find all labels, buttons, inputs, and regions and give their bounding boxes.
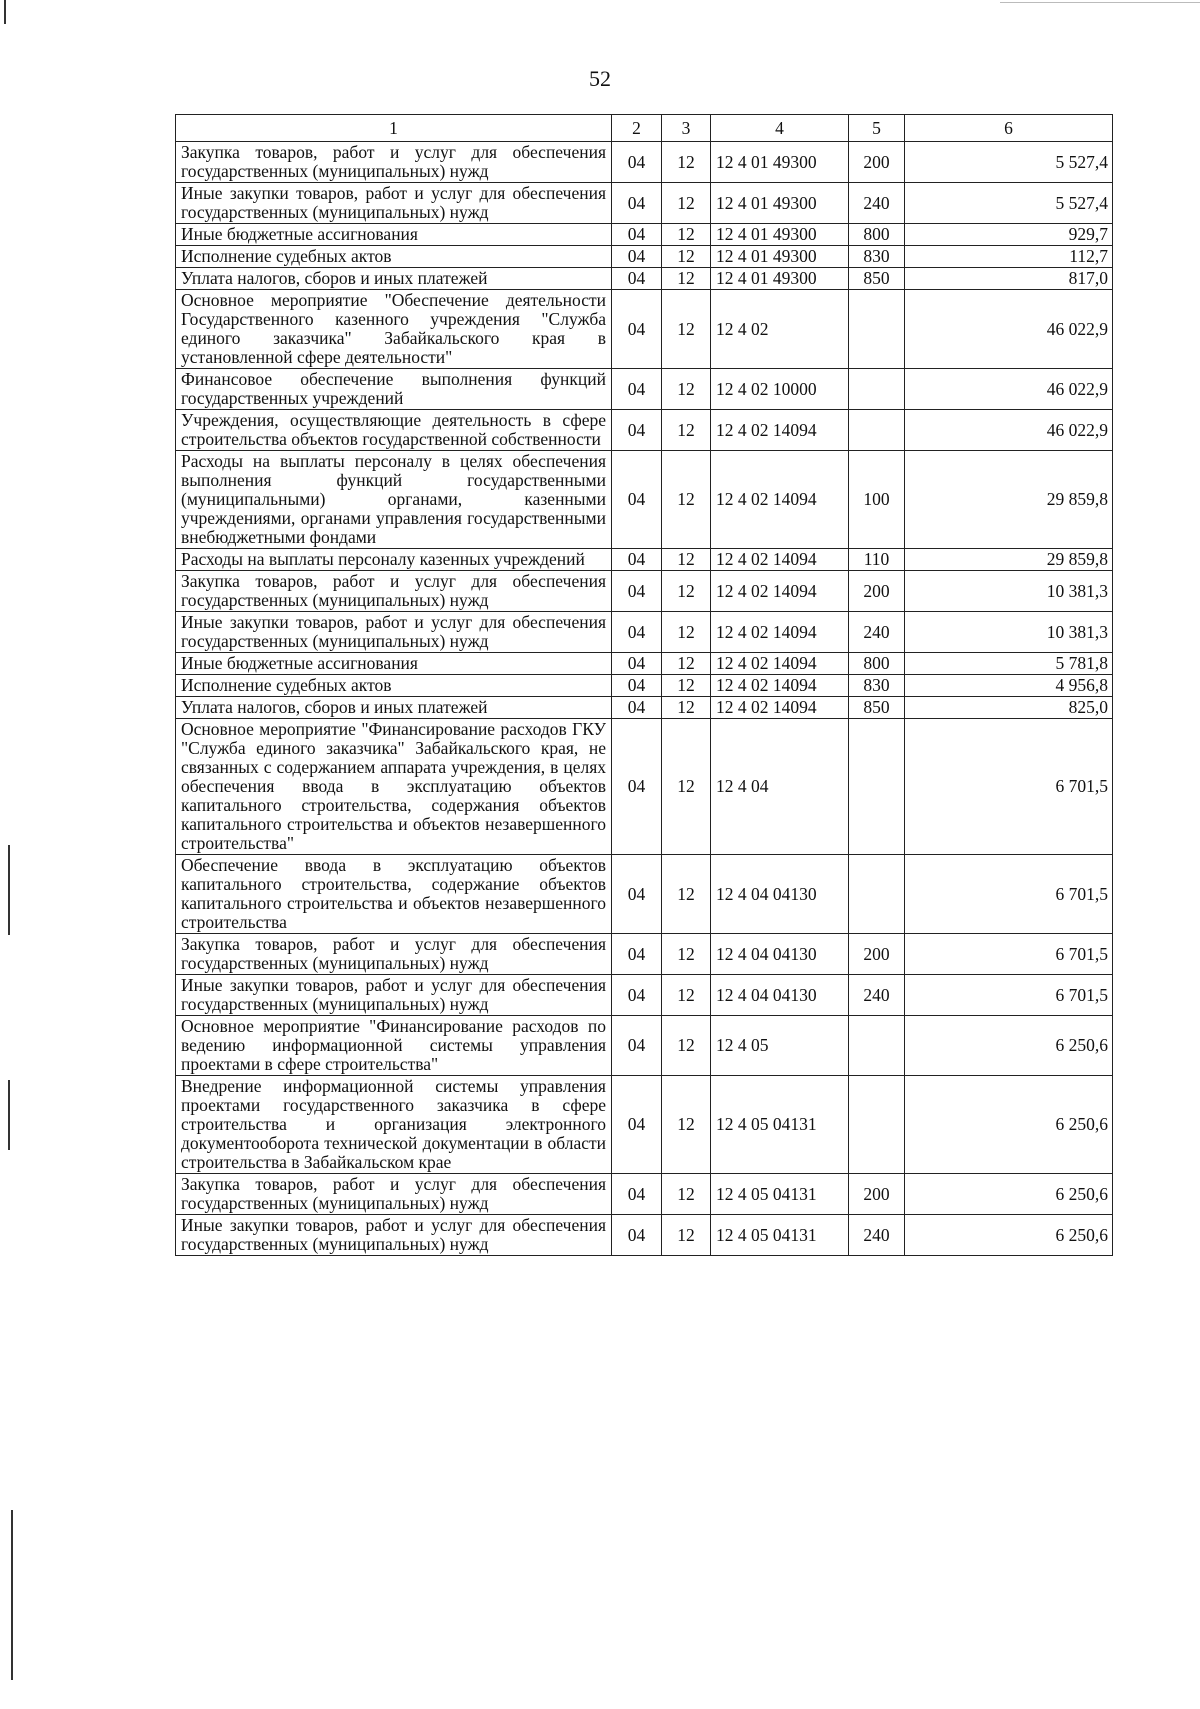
amount-cell: 6 250,6: [905, 1076, 1113, 1174]
subsection-code-cell: 12: [662, 290, 711, 369]
expense-type-cell: [849, 410, 905, 451]
table-row: [176, 719, 1113, 855]
subsection-code-cell: 12: [662, 183, 711, 224]
amount-cell: 817,0: [905, 268, 1113, 290]
expense-type-cell: 200: [849, 142, 905, 183]
row-name-cell: Основное мероприятие "Обеспечение деятельности Государственного казенного учреждения "Служба единого заказчика" Забайкальского края в установленной сфере деятельности": [176, 290, 612, 369]
target-article-cell: 12 4 01 49300: [711, 268, 849, 290]
section-code-cell: 04: [612, 410, 662, 451]
subsection-code-cell: 12: [662, 142, 711, 183]
target-article-cell: 12 4 02 14094: [711, 451, 849, 549]
subsection-code-cell: 12: [662, 410, 711, 451]
section-code-cell: 04: [612, 1215, 662, 1256]
scan-margin-mark: [8, 845, 10, 935]
subsection-code-cell: 12: [662, 675, 711, 697]
amount-cell: 5 527,4: [905, 183, 1113, 224]
expense-type-cell: 240: [849, 183, 905, 224]
table-row: [176, 571, 1113, 612]
row-name-cell: Иные закупки товаров, работ и услуг для обеспечения государственных (муниципальных) нужд: [176, 183, 612, 224]
section-code-cell: 04: [612, 369, 662, 410]
subsection-code-cell: 12: [662, 1076, 711, 1174]
table-row: [176, 855, 1113, 934]
amount-cell: 6 250,6: [905, 1016, 1113, 1076]
row-name-cell: Основное мероприятие "Финансирование расходов ГКУ "Служба единого заказчика" Забайкальского края, не связанных с содержанием аппарата учреждения, в целях обеспечения ввода в эксплуатацию объектов капитального строительства, содержания объектов капитального строительства и объектов незавершенного строительства": [176, 719, 612, 855]
column-header: 2: [612, 115, 662, 142]
target-article-cell: 12 4 05 04131: [711, 1174, 849, 1215]
amount-cell: 29 859,8: [905, 451, 1113, 549]
section-code-cell: 04: [612, 183, 662, 224]
amount-cell: 6 701,5: [905, 855, 1113, 934]
section-code-cell: 04: [612, 224, 662, 246]
row-name-cell: Закупка товаров, работ и услуг для обеспечения государственных (муниципальных) нужд: [176, 571, 612, 612]
section-code-cell: 04: [612, 675, 662, 697]
budget-table: [175, 114, 1113, 1256]
subsection-code-cell: 12: [662, 612, 711, 653]
section-code-cell: 04: [612, 1076, 662, 1174]
row-name-cell: Исполнение судебных актов: [176, 675, 612, 697]
row-name-cell: Иные закупки товаров, работ и услуг для обеспечения государственных (муниципальных) нужд: [176, 975, 612, 1016]
section-code-cell: 04: [612, 855, 662, 934]
row-name-cell: Основное мероприятие "Финансирование расходов по ведению информационной системы управления проектами в сфере строительства": [176, 1016, 612, 1076]
section-code-cell: 04: [612, 653, 662, 675]
target-article-cell: 12 4 04: [711, 719, 849, 855]
section-code-cell: 04: [612, 268, 662, 290]
subsection-code-cell: 12: [662, 975, 711, 1016]
section-code-cell: 04: [612, 697, 662, 719]
expense-type-cell: [849, 719, 905, 855]
expense-type-cell: [849, 369, 905, 410]
amount-cell: 6 250,6: [905, 1174, 1113, 1215]
subsection-code-cell: 12: [662, 451, 711, 549]
table-row: [176, 1016, 1113, 1076]
table-body: [176, 142, 1113, 1256]
table-row: [176, 369, 1113, 410]
expense-type-cell: 850: [849, 697, 905, 719]
target-article-cell: 12 4 01 49300: [711, 224, 849, 246]
target-article-cell: 12 4 01 49300: [711, 183, 849, 224]
table-row: [176, 934, 1113, 975]
amount-cell: 4 956,8: [905, 675, 1113, 697]
section-code-cell: 04: [612, 549, 662, 571]
row-name-cell: Финансовое обеспечение выполнения функций государственных учреждений: [176, 369, 612, 410]
row-name-cell: Обеспечение ввода в эксплуатацию объектов капитального строительства, содержание объектов капитального строительства и объектов незавершенного строительства: [176, 855, 612, 934]
subsection-code-cell: 12: [662, 1215, 711, 1256]
expense-type-cell: 110: [849, 549, 905, 571]
amount-cell: 6 250,6: [905, 1215, 1113, 1256]
table-row: [176, 975, 1113, 1016]
page-number: 52: [589, 66, 611, 91]
table-row: [176, 268, 1113, 290]
table-header-row: [176, 115, 1113, 142]
section-code-cell: 04: [612, 719, 662, 855]
table-row: [176, 549, 1113, 571]
scan-edge-line: [1000, 2, 1200, 3]
row-name-cell: Расходы на выплаты персоналу в целях обеспечения выполнения функций государственными (муниципальными) органами, казенными учреждениями, органами управления государственными внебюджетными фондами: [176, 451, 612, 549]
amount-cell: 112,7: [905, 246, 1113, 268]
subsection-code-cell: 12: [662, 697, 711, 719]
target-article-cell: 12 4 04 04130: [711, 855, 849, 934]
target-article-cell: 12 4 02 14094: [711, 697, 849, 719]
amount-cell: 6 701,5: [905, 934, 1113, 975]
subsection-code-cell: 12: [662, 246, 711, 268]
target-article-cell: 12 4 02 14094: [711, 675, 849, 697]
section-code-cell: 04: [612, 1174, 662, 1215]
expense-type-cell: [849, 855, 905, 934]
expense-type-cell: 200: [849, 934, 905, 975]
scan-margin-mark: [11, 1510, 13, 1680]
target-article-cell: 12 4 04 04130: [711, 934, 849, 975]
amount-cell: 46 022,9: [905, 410, 1113, 451]
target-article-cell: 12 4 02: [711, 290, 849, 369]
column-header: 3: [662, 115, 711, 142]
scan-margin-mark: [8, 1080, 10, 1150]
column-header: 5: [849, 115, 905, 142]
amount-cell: 29 859,8: [905, 549, 1113, 571]
section-code-cell: 04: [612, 975, 662, 1016]
target-article-cell: 12 4 05 04131: [711, 1076, 849, 1174]
row-name-cell: Уплата налогов, сборов и иных платежей: [176, 697, 612, 719]
subsection-code-cell: 12: [662, 369, 711, 410]
row-name-cell: Закупка товаров, работ и услуг для обеспечения государственных (муниципальных) нужд: [176, 1174, 612, 1215]
subsection-code-cell: 12: [662, 1174, 711, 1215]
subsection-code-cell: 12: [662, 571, 711, 612]
section-code-cell: 04: [612, 451, 662, 549]
expense-type-cell: 800: [849, 224, 905, 246]
section-code-cell: 04: [612, 290, 662, 369]
row-name-cell: Иные бюджетные ассигнования: [176, 653, 612, 675]
table-row: [176, 142, 1113, 183]
section-code-cell: 04: [612, 142, 662, 183]
expense-type-cell: 240: [849, 612, 905, 653]
expense-type-cell: [849, 1016, 905, 1076]
table-row: [176, 246, 1113, 268]
subsection-code-cell: 12: [662, 224, 711, 246]
expense-type-cell: 830: [849, 246, 905, 268]
target-article-cell: 12 4 01 49300: [711, 142, 849, 183]
target-article-cell: 12 4 05 04131: [711, 1215, 849, 1256]
subsection-code-cell: 12: [662, 855, 711, 934]
column-header: 1: [176, 115, 612, 142]
target-article-cell: 12 4 01 49300: [711, 246, 849, 268]
section-code-cell: 04: [612, 571, 662, 612]
row-name-cell: Иные бюджетные ассигнования: [176, 224, 612, 246]
amount-cell: 46 022,9: [905, 369, 1113, 410]
table-row: [176, 1076, 1113, 1174]
target-article-cell: 12 4 04 04130: [711, 975, 849, 1016]
expense-type-cell: 200: [849, 1174, 905, 1215]
table-row: [176, 697, 1113, 719]
subsection-code-cell: 12: [662, 549, 711, 571]
subsection-code-cell: 12: [662, 268, 711, 290]
scan-margin-mark: [4, 0, 6, 24]
row-name-cell: Исполнение судебных актов: [176, 246, 612, 268]
table-row: [176, 1174, 1113, 1215]
amount-cell: 825,0: [905, 697, 1113, 719]
table-row: [176, 451, 1113, 549]
section-code-cell: 04: [612, 246, 662, 268]
subsection-code-cell: 12: [662, 934, 711, 975]
row-name-cell: Закупка товаров, работ и услуг для обеспечения государственных (муниципальных) нужд: [176, 934, 612, 975]
section-code-cell: 04: [612, 1016, 662, 1076]
target-article-cell: 12 4 02 14094: [711, 410, 849, 451]
expense-type-cell: 830: [849, 675, 905, 697]
expense-type-cell: [849, 1076, 905, 1174]
amount-cell: 46 022,9: [905, 290, 1113, 369]
expense-type-cell: [849, 290, 905, 369]
column-header: 6: [905, 115, 1113, 142]
table-row: [176, 410, 1113, 451]
target-article-cell: 12 4 02 14094: [711, 549, 849, 571]
expense-type-cell: 200: [849, 571, 905, 612]
row-name-cell: Учреждения, осуществляющие деятельность в сфере строительства объектов государственной собственности: [176, 410, 612, 451]
section-code-cell: 04: [612, 934, 662, 975]
amount-cell: 10 381,3: [905, 571, 1113, 612]
amount-cell: 6 701,5: [905, 719, 1113, 855]
subsection-code-cell: 12: [662, 653, 711, 675]
target-article-cell: 12 4 02 14094: [711, 571, 849, 612]
row-name-cell: Иные закупки товаров, работ и услуг для обеспечения государственных (муниципальных) нужд: [176, 1215, 612, 1256]
expense-type-cell: 240: [849, 1215, 905, 1256]
target-article-cell: 12 4 02 14094: [711, 612, 849, 653]
table-row: [176, 653, 1113, 675]
target-article-cell: 12 4 02 14094: [711, 653, 849, 675]
table-row: [176, 675, 1113, 697]
subsection-code-cell: 12: [662, 719, 711, 855]
section-code-cell: 04: [612, 612, 662, 653]
row-name-cell: Уплата налогов, сборов и иных платежей: [176, 268, 612, 290]
amount-cell: 5 527,4: [905, 142, 1113, 183]
expense-type-cell: 100: [849, 451, 905, 549]
amount-cell: 10 381,3: [905, 612, 1113, 653]
subsection-code-cell: 12: [662, 1016, 711, 1076]
table-row: [176, 183, 1113, 224]
table-row: [176, 1215, 1113, 1256]
expense-type-cell: 240: [849, 975, 905, 1016]
row-name-cell: Иные закупки товаров, работ и услуг для обеспечения государственных (муниципальных) нужд: [176, 612, 612, 653]
target-article-cell: 12 4 05: [711, 1016, 849, 1076]
amount-cell: 929,7: [905, 224, 1113, 246]
row-name-cell: Расходы на выплаты персоналу казенных учреждений: [176, 549, 612, 571]
row-name-cell: Закупка товаров, работ и услуг для обеспечения государственных (муниципальных) нужд: [176, 142, 612, 183]
column-header: 4: [711, 115, 849, 142]
amount-cell: 6 701,5: [905, 975, 1113, 1016]
table-row: [176, 612, 1113, 653]
row-name-cell: Внедрение информационной системы управления проектами государственного заказчика в сфере строительства и организация электронного документооборота технической документации в области строительства в Забайкальском крае: [176, 1076, 612, 1174]
target-article-cell: 12 4 02 10000: [711, 369, 849, 410]
table-row: [176, 224, 1113, 246]
table-row: [176, 290, 1113, 369]
expense-type-cell: 800: [849, 653, 905, 675]
expense-type-cell: 850: [849, 268, 905, 290]
amount-cell: 5 781,8: [905, 653, 1113, 675]
